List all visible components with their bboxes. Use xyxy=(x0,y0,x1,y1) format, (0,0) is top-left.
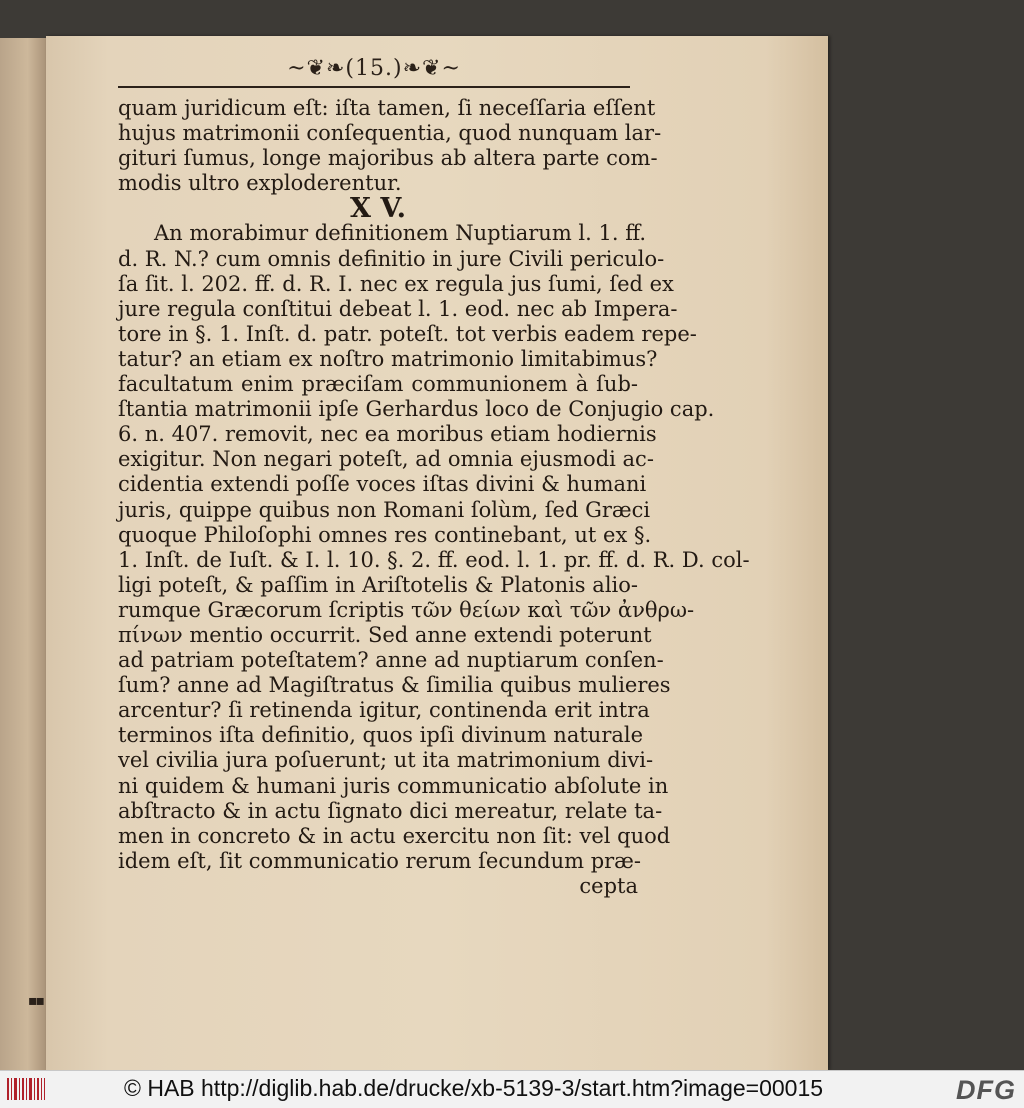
right-ornament-icon: ❧❦~ xyxy=(402,56,461,81)
hab-barcode-logo-icon xyxy=(6,1076,46,1102)
text-line: arcentur? ſi retinenda igitur, continenda erit intra xyxy=(118,698,650,723)
facing-page-edge xyxy=(0,38,46,1070)
text-line: vel civilia jura poſuerunt; ut ita matrimonium divi- xyxy=(118,748,654,773)
page-edge-mark: ▪▪ xyxy=(28,993,43,1009)
viewer-footer xyxy=(0,1070,1024,1108)
text-line: 1. Inſt. de Iuſt. & I. l. 10. §. 2. ff. eod. l. 1. pr. ff. d. R. D. col- xyxy=(118,547,750,572)
text-line: gituri ſumus, longe majoribus ab altera parte com- xyxy=(118,146,658,171)
text-line: quoque Philoſophi omnes res continebant, ut ex §. xyxy=(118,522,652,547)
text-line: tatur? an etiam ex noſtro matrimonio limitabimus? xyxy=(118,346,658,371)
text-line: ſtantia matrimonii ipſe Gerhardus loco de Conjugio cap. xyxy=(118,397,715,422)
left-ornament-icon: ~❦❧ xyxy=(287,56,346,81)
text-line: idem eſt, ſit communicatio rerum ſecundum præ- xyxy=(118,848,642,873)
catchword: cepta xyxy=(579,873,638,898)
page-header xyxy=(118,56,630,86)
text-line: rumque Græcorum ſcriptis τῶν θείων καὶ τῶν ἀνθρω- xyxy=(118,597,695,622)
text-line: An morabimur definitionem Nuptiarum l. 1. ff. xyxy=(154,221,647,246)
text-line: tore in §. 1. Inſt. d. patr. poteſt. tot verbis eadem repe- xyxy=(118,321,697,346)
text-line: ni quidem & humani juris communicatio abſolute in xyxy=(118,773,669,798)
text-line: πίνων mentio occurrit. Sed anne extendi poterunt xyxy=(118,622,652,647)
page-number-text: (15.) xyxy=(345,56,403,81)
text-line: juris, quippe quibus non Romani ſolùm, ſed Græci xyxy=(118,497,651,522)
text-line: hujus matrimonii conſequentia, quod nunquam lar- xyxy=(118,121,662,146)
section-heading: X V. xyxy=(350,193,406,225)
page-number xyxy=(118,56,630,81)
text-line: men in concreto & in actu exercitu non ſit: vel quod xyxy=(118,823,671,848)
source-link[interactable]: © HAB http://diglib.hab.de/drucke/xb-5139-3/start.htm?image=00015 xyxy=(124,1075,824,1101)
text-line: d. R. N.? cum omnis definitio in jure Civili periculo- xyxy=(118,246,665,271)
dfg-logo: DFG xyxy=(956,1075,1016,1105)
text-line: ligi poteſt, & paſſim in Ariſtotelis & Platonis alio- xyxy=(118,572,638,597)
text-line: terminos iſta definitio, quos ipſi divinum naturale xyxy=(118,723,644,748)
text-line: 6. n. 407. removit, nec ea moribus etiam hodiernis xyxy=(118,422,657,447)
text-line: facultatum enim præciſam communionem à ſub- xyxy=(118,372,638,397)
text-line: cidentia extendi poſſe voces iſtas divini & humani xyxy=(118,472,647,497)
text-line: ad patriam poteſtatem? anne ad nuptiarum conſen- xyxy=(118,648,664,673)
text-line: abſtracto & in actu ſignato dici mereatur, relate ta- xyxy=(118,798,663,823)
header-rule xyxy=(118,86,630,88)
body-text xyxy=(118,96,750,899)
text-line: exigitur. Non negari poteſt, ad omnia ejusmodi ac- xyxy=(118,447,654,472)
text-line: modis ultro exploderentur. xyxy=(118,171,402,196)
text-line: quam juridicum eſt: iſta tamen, ſi neceſſaria eſſent xyxy=(118,96,656,120)
text-line: jure regula conſtitui debeat l. 1. eod. nec ab Impera- xyxy=(118,296,678,321)
text-line: ſum? anne ad Magiſtratus & ſimilia quibus mulieres xyxy=(118,673,671,698)
text-line: ſa ſit. l. 202. ff. d. R. I. nec ex regula jus ſumi, ſed ex xyxy=(118,271,674,296)
